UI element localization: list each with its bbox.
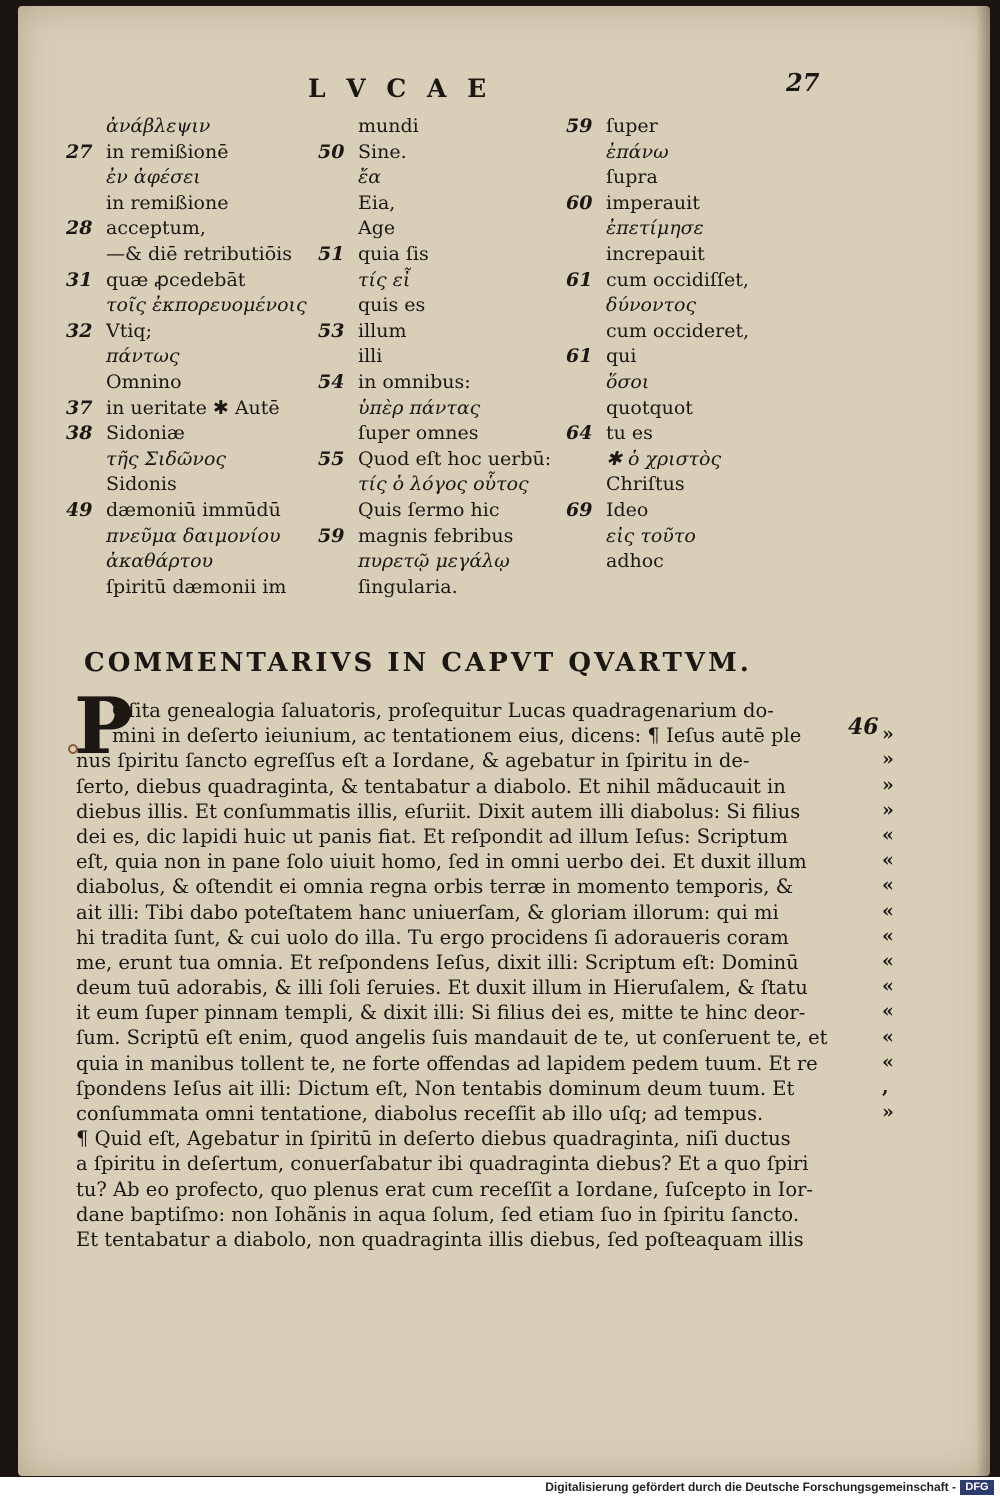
gloss-line — [318, 140, 551, 166]
commentary-line: diebus illis. Et conſummatis illis, eſuriit. Dixit autem illi diabolus: Si filius — [76, 799, 801, 823]
latin-gloss: in remißionē — [106, 140, 229, 163]
latin-gloss: dæmoniū immūdū — [106, 498, 281, 521]
latin-gloss: Sine. — [358, 140, 407, 163]
gloss-line — [566, 191, 749, 217]
commentary-line: ſum. Scriptū eſt enim, quod angelis ſuis mandauit de te, ut conſeruent te, et — [76, 1026, 828, 1050]
commentary-line: Oſita genealogia ſaluatoris, proſequitur Lucas quadragenarium do- — [112, 699, 774, 722]
latin-gloss: Chriſtus — [606, 473, 685, 496]
verse-number: 55 — [318, 447, 345, 470]
gloss-line — [66, 549, 307, 575]
commentary-line: eſt, quia non in pane ſolo uiuit homo, ſed in omni uerbo dei. Et duxit illum — [76, 850, 807, 874]
gloss-line — [66, 114, 307, 140]
greek-gloss: ἔα — [358, 166, 382, 189]
latin-gloss: ſupra — [606, 166, 658, 189]
gloss-line — [566, 242, 749, 268]
gloss-line — [566, 216, 749, 242]
quotation-mark: « — [882, 975, 894, 998]
latin-gloss: Vtiq; — [106, 319, 152, 342]
greek-gloss: ἐν ἀφέσει — [106, 166, 201, 189]
gloss-line — [566, 396, 749, 422]
quotation-mark: » — [882, 748, 894, 771]
verse-number: 37 — [66, 396, 93, 419]
gloss-line — [66, 575, 307, 601]
commentary-line: quia in manibus tollent te, ne forte offendas ad lapidem pedem tuum. Et re — [76, 1051, 818, 1075]
commentary-heading: COMMENTARIVS IN CAPVT QVARTVM. — [84, 648, 752, 678]
verse-number: 32 — [66, 319, 93, 342]
latin-gloss: Sidonis — [106, 473, 177, 496]
gloss-line — [66, 293, 307, 319]
gloss-line — [66, 216, 307, 242]
greek-gloss: τίς ὁ λόγος οὗτος — [358, 473, 529, 496]
latin-gloss: Sidoniæ — [106, 422, 185, 445]
gloss-line — [318, 293, 551, 319]
greek-gloss: ✱ ὁ χριστὸς — [606, 447, 722, 470]
gloss-line — [66, 498, 307, 524]
gloss-line — [318, 396, 551, 422]
verse-number: 27 — [66, 140, 93, 163]
verse-number: 53 — [318, 319, 345, 342]
commentary-line: ſpondens Ieſus ait illi: Dictum eſt, Non tentabis dominum deum tuum. Et — [76, 1076, 795, 1100]
commentary-line: conſummata omni tentatione, diabolus receſſit ab illo uſq; ad tempus. — [76, 1102, 764, 1125]
quotation-mark: « — [882, 899, 894, 922]
greek-gloss: ὑπὲρ πάντας — [358, 396, 481, 419]
commentary-line: tu? Ab eo profecto, quo plenus erat cum receſſit a Iordane, ſuſcepto in Ior- — [76, 1177, 814, 1201]
latin-gloss: quæ ꝓcedebāt — [106, 268, 246, 291]
greek-gloss: εἰς τοῦτο — [606, 524, 696, 547]
latin-gloss: quotquot — [606, 396, 693, 419]
commentary-line: a ſpiritu in deſertum, conuerſabatur ibi quadraginta diebus? Et a quo ſpiri — [76, 1152, 809, 1176]
greek-gloss: ὅσοι — [606, 370, 650, 393]
margin-number: 46 — [848, 714, 879, 740]
verse-number: 59 — [566, 115, 593, 137]
gloss-line — [566, 447, 749, 473]
gloss-line — [318, 370, 551, 396]
latin-gloss: in ueritate ✱ Autē — [106, 396, 280, 419]
commentary-line: ſerto, diebus quadraginta, & tentabatur a diabolo. Et nihil mãducauit in — [76, 774, 786, 798]
commentary-line: deum tuū adorabis, & illi ſoli ſeruies. Et duxit illum in Hieruſalem, & ſtatu — [76, 976, 808, 1000]
gloss-line — [318, 319, 551, 345]
verse-number: 51 — [318, 242, 345, 265]
book-page — [18, 6, 990, 1476]
latin-gloss: increpauit — [606, 242, 705, 265]
commentary-line: it eum ſuper pinnam templi, & dixit illi: Si filius dei es, mitte te hinc deor- — [76, 1001, 806, 1025]
verse-number: 31 — [66, 268, 93, 291]
latin-gloss: illum — [358, 319, 407, 342]
gloss-line — [318, 524, 551, 550]
latin-gloss: Omnino — [106, 370, 182, 393]
latin-gloss: —& diē retributiōis — [106, 242, 292, 265]
gloss-column-2 — [318, 114, 551, 600]
greek-gloss: δύνοντος — [606, 294, 697, 317]
verse-number: 69 — [566, 498, 593, 521]
gloss-column-1 — [66, 114, 307, 600]
gloss-line — [318, 421, 551, 447]
gloss-line — [566, 498, 749, 524]
quotation-mark: « — [882, 874, 894, 897]
digitization-footer — [0, 1477, 1000, 1499]
latin-gloss: quia ſis — [358, 242, 429, 265]
latin-gloss: magnis febribus — [358, 524, 514, 547]
gloss-line — [566, 319, 749, 345]
verse-number: 64 — [566, 422, 593, 445]
commentary-line: ¶ Quid eſt, Agebatur in ſpiritū in deſerto diebus quadraginta, niſi ductus — [76, 1127, 791, 1151]
greek-gloss: τίς εἶ — [358, 268, 411, 291]
verse-number: 59 — [318, 524, 345, 547]
quotation-mark: « — [882, 1025, 894, 1048]
gloss-line — [318, 216, 551, 242]
latin-gloss: cum occidiſſet, — [606, 268, 749, 291]
gloss-line — [318, 447, 551, 473]
page-number: 27 — [786, 68, 820, 97]
greek-gloss: ἀνάβλεψιν — [106, 115, 211, 137]
latin-gloss: acceptum, — [106, 217, 206, 240]
latin-gloss: Quis ſermo hic — [358, 498, 500, 521]
gloss-line — [566, 114, 749, 140]
greek-gloss: τῆς Σιδῶνος — [106, 447, 227, 470]
verse-number: 49 — [66, 498, 93, 521]
latin-gloss: in remißione — [106, 191, 229, 214]
gloss-line — [66, 319, 307, 345]
greek-gloss: ἐπετίμησε — [606, 217, 704, 240]
verse-number: 60 — [566, 191, 593, 214]
gloss-line — [566, 472, 749, 498]
gloss-line — [318, 268, 551, 294]
gloss-line — [566, 549, 749, 575]
latin-gloss: ſingularia. — [358, 575, 458, 598]
commentary-line: ait illi: Tibi dabo poteſtatem hanc uniuerſam, & gloriam illorum: qui mi — [76, 900, 779, 924]
gloss-line — [66, 268, 307, 294]
latin-gloss: Age — [358, 217, 396, 240]
gloss-line — [566, 165, 749, 191]
gloss-line — [66, 140, 307, 166]
gloss-line — [318, 498, 551, 524]
latin-gloss: Eia, — [358, 191, 396, 214]
page-edge-shadow — [976, 6, 990, 1476]
gloss-line — [318, 114, 551, 140]
gloss-line — [66, 524, 307, 550]
commentary-line: me, erunt tua omnia. Et reſpondens Ieſus, dixit illi: Scriptum eſt: Dominū — [76, 950, 799, 974]
quotation-mark: « — [882, 824, 894, 846]
latin-gloss: cum occideret, — [606, 319, 750, 342]
gloss-column-3 — [566, 114, 749, 575]
verse-number: 54 — [318, 370, 345, 393]
gloss-line — [566, 293, 749, 319]
latin-gloss: adhoc — [606, 550, 664, 573]
greek-gloss: ἐπάνω — [606, 140, 669, 163]
latin-gloss: ſpiritū dæmonii im — [106, 575, 287, 598]
latin-gloss: illi — [358, 345, 383, 368]
gloss-line — [566, 140, 749, 166]
gloss-line — [318, 191, 551, 217]
gloss-line — [566, 344, 749, 370]
gloss-line — [66, 472, 307, 498]
dfg-logo: DFG — [960, 1480, 994, 1495]
gloss-line — [318, 165, 551, 191]
latin-gloss: Ideo — [606, 498, 649, 521]
quotation-mark: » — [882, 1101, 894, 1124]
gloss-line — [66, 344, 307, 370]
verse-number: 61 — [566, 345, 593, 368]
commentary-line: dei es, dic lapidi huic ut panis fiat. Et reſpondit ad illum Ieſus: Scriptum — [76, 824, 788, 848]
gloss-line — [66, 370, 307, 396]
latin-gloss: mundi — [358, 115, 419, 137]
gloss-line — [66, 242, 307, 268]
gloss-line — [566, 370, 749, 396]
commentary-line: dane baptiſmo: non Iohãnis in aqua ſolum, ſed etiam ſuo in ſpiritu ſancto. — [76, 1202, 800, 1226]
gloss-line — [318, 472, 551, 498]
running-head: L V C A E — [308, 74, 493, 103]
latin-gloss: quis es — [358, 294, 426, 317]
commentary-line: hi tradita ſunt, & cui uolo do illa. Tu ergo procidens ſi adoraueris coram — [76, 925, 789, 949]
greek-gloss: πυρετῷ μεγάλῳ — [358, 550, 510, 573]
commentary-line: Et tentabatur a diabolo, non quadraginta illis diebus, ſed poſteaquam illis — [76, 1227, 804, 1251]
gloss-line — [566, 524, 749, 550]
gloss-line — [318, 242, 551, 268]
latin-gloss: tu es — [606, 422, 653, 445]
gloss-line — [66, 191, 307, 217]
quotation-mark: « — [882, 924, 894, 947]
quotation-mark: « — [882, 1050, 894, 1073]
greek-gloss: ἀκαθάρτου — [106, 550, 214, 573]
greek-gloss: τοῖς ἐκπορευομένοις — [106, 294, 307, 317]
gloss-line — [66, 421, 307, 447]
quotation-mark: « — [882, 1000, 894, 1023]
gloss-line — [566, 268, 749, 294]
greek-gloss: πνεῦμα δαιμονίου — [106, 524, 281, 547]
gloss-line — [318, 549, 551, 575]
verse-number: 50 — [318, 140, 345, 163]
footer-credit: Digitalisierung gefördert durch die Deutsche Forschungsgemeinschaft - — [545, 1480, 956, 1494]
quotation-mark: » — [882, 798, 894, 821]
latin-gloss: Quod eſt hoc uerbū: — [358, 447, 552, 470]
gloss-line — [566, 421, 749, 447]
latin-gloss: imperauit — [606, 191, 700, 214]
commentary-line: nus ſpiritu ſancto egreſſus eſt a Iordane, & agebatur in ſpiritu in de- — [76, 749, 750, 773]
latin-gloss: in omnibus: — [358, 370, 471, 393]
latin-gloss: qui — [606, 345, 637, 368]
quotation-mark: « — [882, 849, 894, 872]
quotation-mark: » — [882, 723, 894, 746]
quotation-mark: , — [882, 1076, 889, 1098]
gloss-line — [66, 165, 307, 191]
quotation-mark: « — [882, 950, 894, 972]
commentary-line: diabolus, & oſtendit ei omnia regna orbis terræ in momento temporis, & — [76, 875, 794, 899]
greek-gloss: πάντως — [106, 345, 180, 368]
gloss-line — [66, 447, 307, 473]
verse-number: 28 — [66, 217, 93, 240]
gloss-line — [66, 396, 307, 422]
verse-number: 61 — [566, 268, 593, 291]
latin-gloss: ſuper omnes — [358, 422, 479, 445]
latin-gloss: ſuper — [606, 115, 658, 137]
commentary-line: mini in deſerto ieiunium, ac tentationem eius, dicens: ¶ Ieſus autē ple — [112, 724, 802, 748]
verse-number: 38 — [66, 422, 93, 445]
gloss-line — [318, 344, 551, 370]
gloss-line — [318, 575, 551, 601]
drop-cap: P — [74, 681, 133, 772]
quotation-mark: » — [882, 773, 894, 796]
